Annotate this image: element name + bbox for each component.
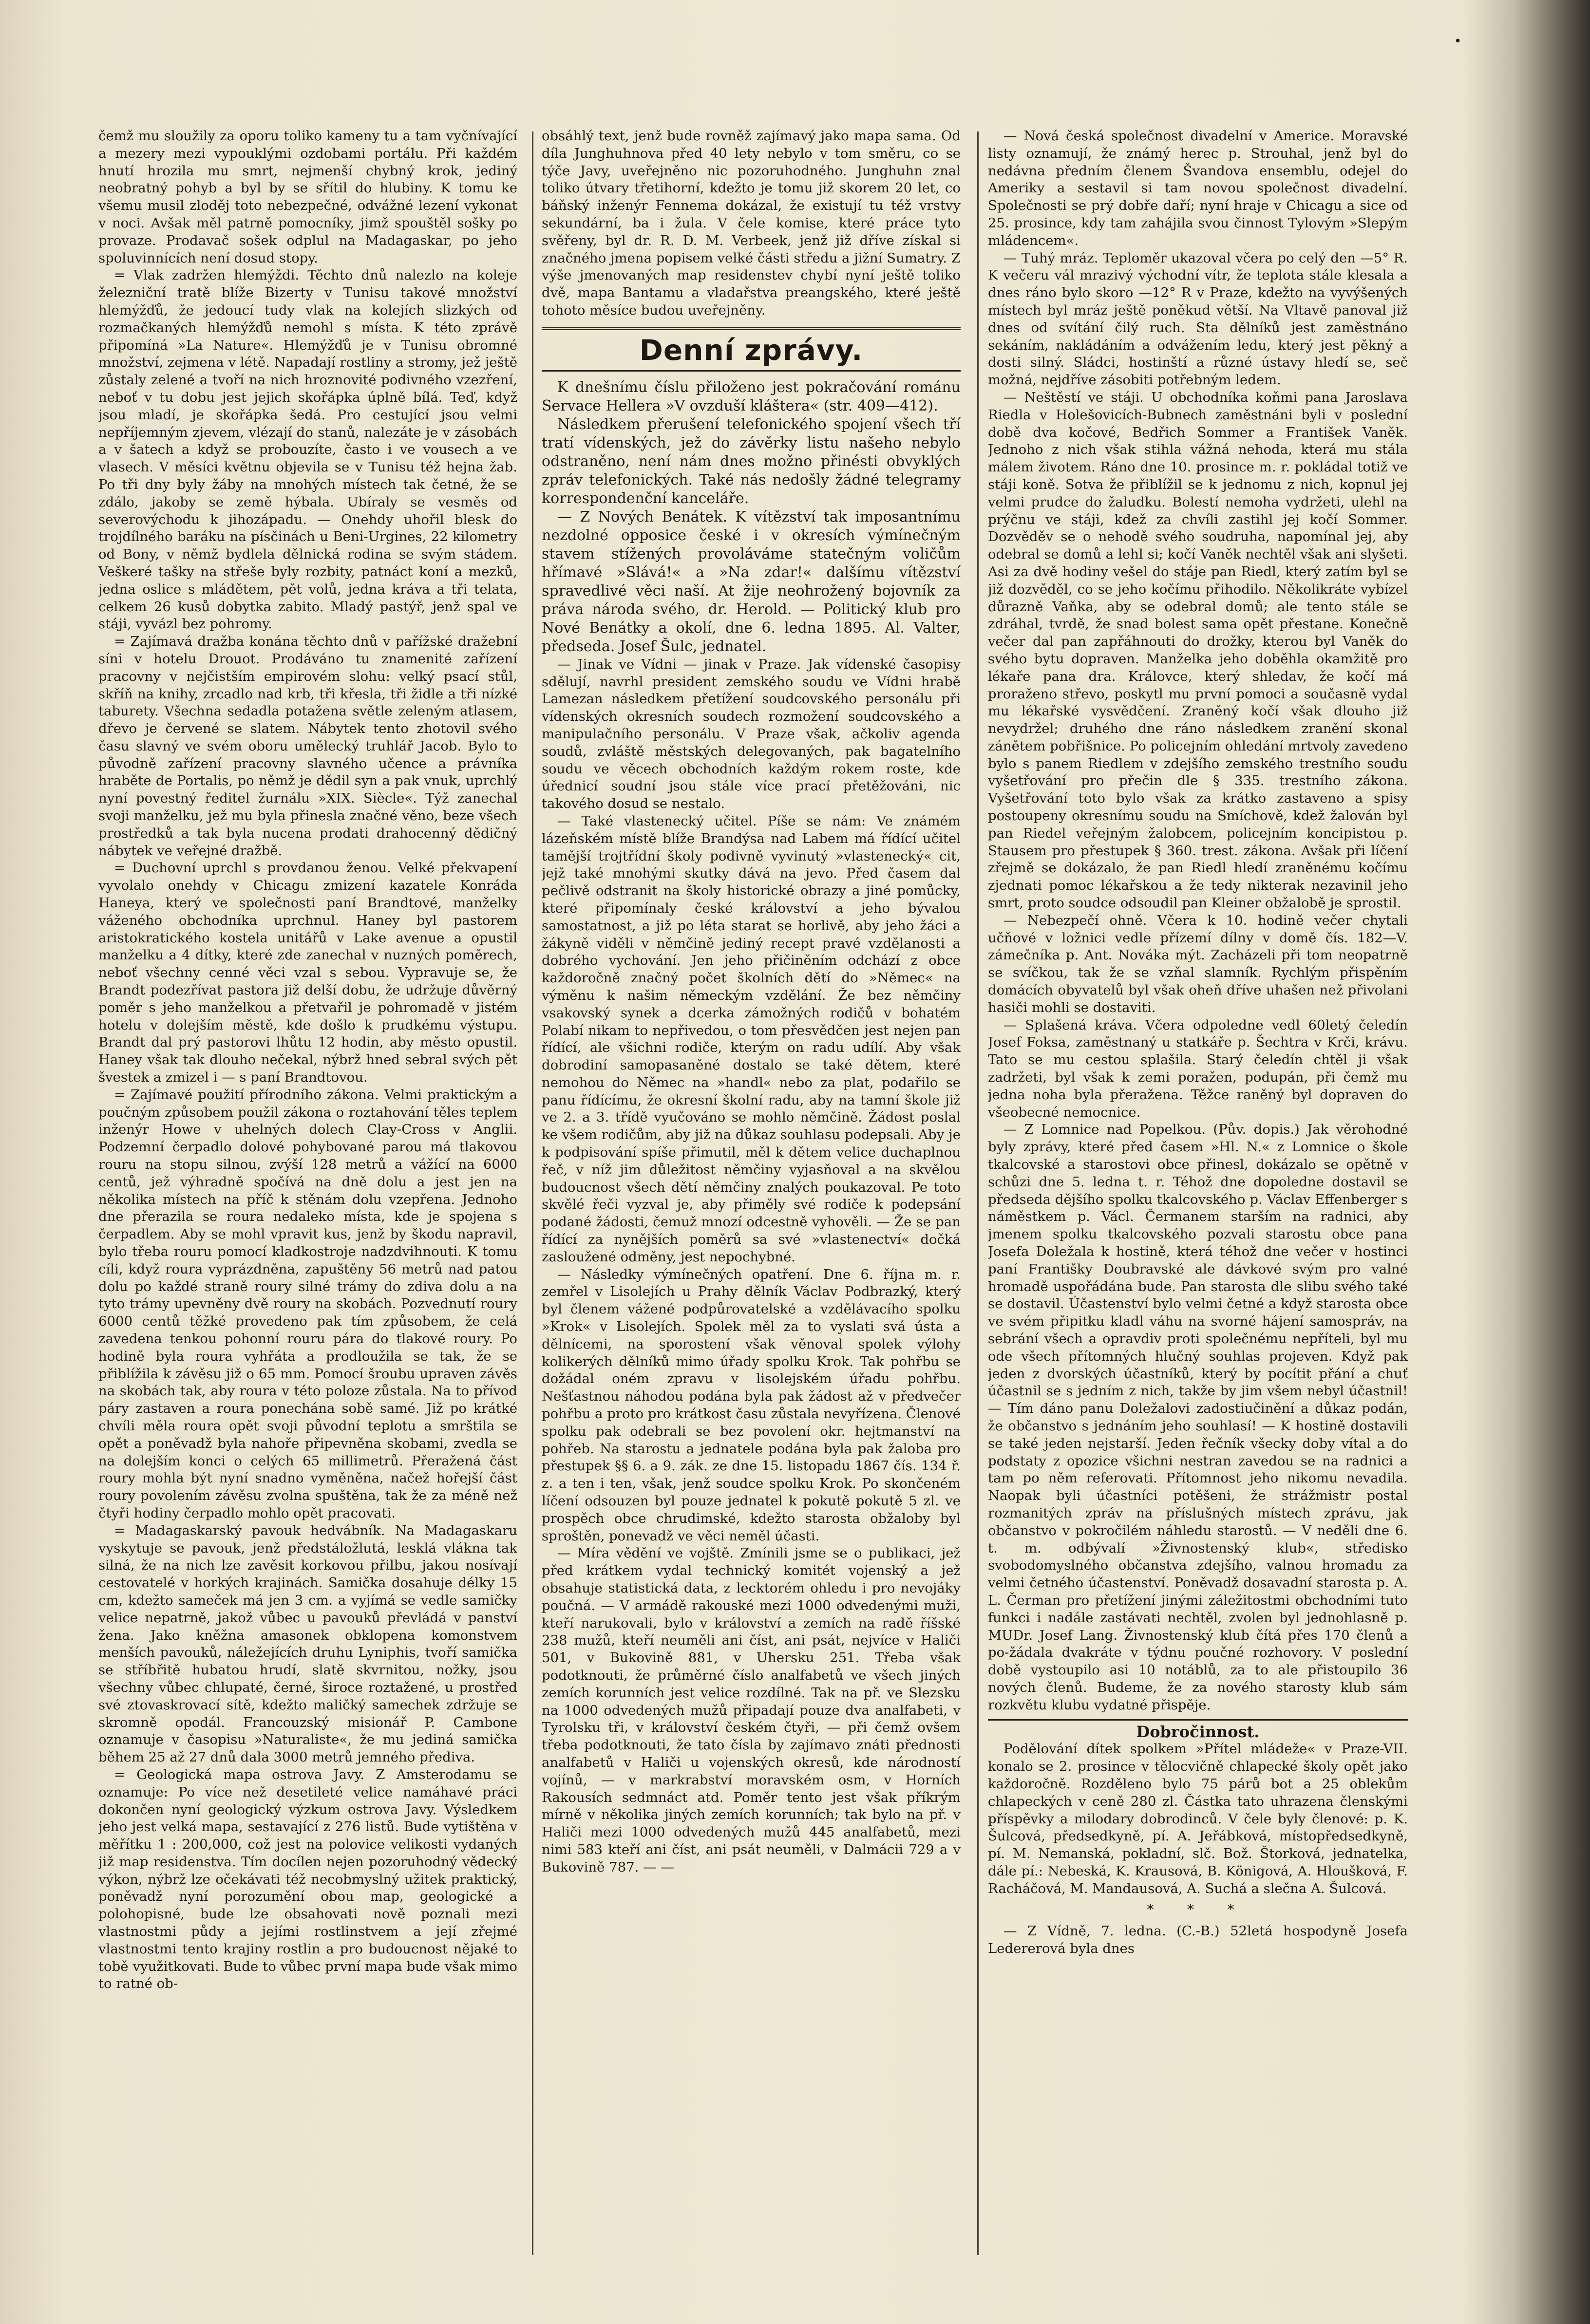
section-banner-denni-zpravy: Denní zprávy.	[542, 327, 961, 372]
article-paragraph: = Vlak zadržen hlemýždi. Těchto dnů nalezlo na koleje železniční tratě blíže Bizerty v Tunisu takové množství hlemýžďů, že jedoucí tudy vlak na kolejích slizkých od rozmačkaných hlemýžďů nemohl s místa. K této zprávě připomíná »La Nature«. Hlemýžďů je v Tunisu obromné množství, zejmena v létě. Napadají rostliny a stromy, jež ještě zůstaly zelené a tvoří na nich hroznovité podivného vzezření, neboť v tu dobu jest jejich skořápka úplně bílá. Teď, když jsou mladí, je skořápka šedá. Pro cestující jsou velmi nepříjemným zjevem, vlézají do stanů, nalezáte je v zásobách a v šatech a když se probouzíte, často i ve vousech a ve vlasech. V měsíci květnu objevila se v Tunisu též hejna žab. Po tři dny byly žáby na mnohých místech tak četné, že se zdálo, jakoby se země hýbala. Ubíraly se vesměs od severovýchodu k jihozápadu. — Onehdy uhořil blesk do trojdílného baráku na písčinách u Beni-Urgines, 22 kilometry od Bony, v němž bydlela dělnická rodina se svým stádem. Veškeré tašky na střeše byly rozbity, patnáct koní a mezků, jedna oslice s mládětem, pět volů, jedna kráva a tři telata, celkem 26 kusů dobytka zabito. Mladý pastýř, jenž spal ve stáji, vyvázl bez pohromy.	[98, 267, 517, 632]
article-paragraph: čemž mu sloužily za oporu toliko kameny tu a tam vyčnívající a mezery mezi vypouklými ozdobami portálu. Při každém hnutí hrozila mu smrt, nejmenší chybný krok, jediný neobratný pohyb a byl by se sřítil do hlubiny. K tomu ke všemu musil zloděj toto nebezpečné, odvážné lezení vykonat v noci. Avšak měl patrně pomocníky, jimž spouštěl sošky po provaze. Prodavač sošek odplul na Madagaskar, po jeho spoluvinnících není dosud stopy.	[98, 128, 517, 266]
article-paragraph: — Také vlastenecký učitel. Píše se nám: Ve známém lázeňském místě blíže Brandýsa nad Labem má řídící učitel tamější trojtřídní školy podivně vyvinutý »vlastenecký« cit, jejž také mnohými skutky dává na jevo. Před časem dal pečlivě odstranit na školy historické obrazy a jiné pomůcky, které připomínaly české království a jeho bývalou samostatnost, a již po léta starat se horlivě, aby jeho žáci a žákyně viděli v němčině jediný recept pravé vzdělanosti a dobrého vychování. Jen jeho přičiněním odchází z obce každoročně značný počet školních dětí do »Němec« na výměnu k našim německým vzdělání. Že bez němčiny vsakovský synek a dcerka zámožných rodičů v bohatém Polabí nikam to nepřivedou, o tom přesvědčen jest nejen pan řídící, ale všichni rodiče, kterým on radu udílí. Aby však dobrodiní samopasaněné dostalo se také dětem, které nemohou do Němec na »handl« nebo za plat, podařilo se panu řídícímu, že okresní školní radu, aby na tamní škole již ve 2. a 3. třídě vyučováno se mohlo němčině. Žádost poslal ke všem rodičům, aby již na důkaz souhlasu podepsali. Aby je k podpisování spíše přimutil, měl k dětem velice duchaplnou řeč, v níž jim důležitost němčiny vyjasňoval a na skvělou budoucnost všech dětí němčiny znalých poukazoval. Pe toto skvělé řeči vyzval je, aby přiměly své rodiče k podepsání podané žádosti, čemuž mnozí odcestně vyhověli. — Že se pan řídící za nynějších poměrů sa své »vlastenectví« dočká zasloužené odměny, jest nepochybné.	[542, 813, 961, 1265]
section-heading-dobrocinnost: Dobročinnost.	[988, 1719, 1408, 1741]
article-paragraph: K dnešnímu číslu přiloženo jest pokračování románu Servace Hellera »V ovzduší kláštera« (str. 409—412).	[542, 378, 961, 414]
article-paragraph: — Míra vědění ve vojště. Zmínili jsme se o publikaci, jež před krátkem vydal technický komitét vojenský a jež obsahuje statistická data, z lecktorém ohledu i pro nevojáky poučná. — V armádě rakouské mezi 1000 odvedenými muži, kteří narukovali, bylo v království a zemích na radě říšské 238 mužů, kteří neuměli ani číst, ani psát, nejvíce v Haliči 501, v Bukovině 881, v Uhersku 251. Třeba však podotknouti, že průměrné číslo analfabetů ve všech jiných zemích korunních jest velice rozdílné. Tak na př. ve Slezsku na 1000 odvedených mužů připadají pouze dva analfabeti, v Tyrolsku tři, v království českém čtyři, — při čemž ovšem třeba podotknouti, že tato čísla by zajímavo znáti přednosti analfabetů v Haliči u vojenských okresů, kde národností vojínů, — v markrabství moravském osm, v Horních Rakousích sedmnáct atd. Poměr tento jest však příkrým mírně v několika jiných zemích korunních; tak bylo na př. v Haliči mezi 1000 odvedených mužů 445 analfabetů, mezi nimi 583 kteří ani číst, ani psát neuměli, v Dalmácii 729 a v Bukovině 787. — —	[542, 1545, 961, 1875]
page-edge-shadow	[1463, 0, 1590, 2324]
article-paragraph: Podělování dítek spolkem »Přítel mládeže« v Praze-VII. konalo se 2. prosince v tělocvičně chlapecké školy opět jako každoročně. Rozděleno bylo 75 párů bot a 25 oblekům chlapeckých v ceně 280 zl. Částka tato uhrazena členskými příspěvky a milodary dobrodinců. V čele byly členové: p. K. Šulcová, předsedkyně, pí. A. Jeřábková, místopředsedkyně, pí. M. Nemanská, pokladní, slč. Bož. Štorková, jednatelka, dále pí.: Nebeská, K. Krausová, B. Königová, A. Hloušková, F. Racháčová, M. Mandausová, A. Suchá a slečna A. Šulcová.	[988, 1741, 1408, 1896]
article-paragraph: = Geologická mapa ostrova Javy. Z Amsterodamu se oznamuje: Po více než desetileté velice namáhavé práci dokončen nyní geologický výzkum ostrova Javy. Výsledkem jeho jest velká mapa, sestavající z 276 listů. Bude vytištěna v měřítku 1 : 200,000, což jest na polovice velikosti vydaných již map residenstva. Tím docílen nejen pozoruhodný vědecký výkon, nýbrž lze očekávati též necobmyslný užitek praktický, poněvadž nyní porozumění obou map, geologické a polohopisné, bude lze obsahovati nově poznali mezi vlastnostmi půdy a jejími rostlinstvem a její zřejmé vlastnostmi tento krajiny rostlin a pro budoucnost nějaké to tobě využitkovati. Bude to vůbec první mapa bude však mimo to ratné ob-	[98, 1766, 517, 1992]
article-paragraph: = Madagaskarský pavouk hedvábník. Na Madagaskaru vyskytuje se pavouk, jenž předstáložlutá, lesklá vlákna tak silná, že na nich lze zavěsit korkovou přilbu, jakou nosívají cestovatelé v horkých krajinách. Samička dosahuje délky 15 cm, kdežto sameček má jen 3 cm. a vyjímá se vedle samičky velice nepatrně, jakož vůbec u pavouků převládá v panství žena. Jako kněžna amasonek obklopena komonstvem menších pavouků, náležejících druhu Lyniphis, tvoří samička se stříbřitě hubatou hrudí, slatě skvrnitou, nožky, jsou všechny vůbec chlupaté, černé, široce roztažené, u prostřed své ztovaskrovací sítě, kdežto maličký samechek zdržuje se skromně opodál. Francouzský misionář P. Cambone oznamuje v časopisu »Naturaliste«, že mu jediná samička během 25 až 27 dnů dala 3000 metrů jemného předivа.	[98, 1522, 517, 1765]
article-paragraph: = Duchovní uprchl s provdanou ženou. Velké překvapení vyvolalo onehdy v Chicagu zmizení kazatele Konráda Haneya, který ve společnosti paní Brandtové, manželky váženého obchodníka uprchnul. Haney byl pastorem aristokratického kostela unitářů v Lake avenue a opustil manželku a 4 dítky, které zde zanechal v nuzných poměrech, neboť všechny cenné věci vzal s sebou. Vypravuje se, že Brandt podezřívat pastora již delší dobu, že udržuje důvěrný poměr s jeho manželkou a přetvařil je pohromadě v jistém hotelu v dolejším městě, kde došlo k prudkému výstupu. Brandt dal prý pastorovi lhůtu 12 hodin, aby město opustil. Haney však tak dlouho nečekal, nýbrž hned sebral svých pět švestek a zmizel i — s paní Brandtovou.	[98, 860, 517, 1086]
article-paragraph: obsáhlý text, jenž bude rovněž zajímavý jako mapa sama. Od díla Junghuhnova před 40 lety nebylo v tom směru, co se týče Javy, uveřejněno nic pozoruhodného. Junghuhn znal toliko útvary třetihorní, kdežto je tomu již skorem 20 let, co báňský inženýr Fennema dokázal, že existují tu též vrstvy sekundární, ba i žula. V čele komise, které práce tyto svěřeny, byl dr. R. D. M. Verbeek, jenž již dříve získal si značného jmena popisem velké části středu a jižní Sumatry. Z výše jmenovaných map residenstev chybí nyní ještě toliko dvě, mapa Bantamu a vladařstva preangského, které ještě tohoto měsíce budou uveřejněny.	[542, 128, 961, 318]
article-paragraph: — Z Vídně, 7. ledna. (C.-B.) 52letá hospodyně Josefa Ledererová byla dnes	[988, 1923, 1408, 1957]
column-middle	[542, 128, 961, 2280]
article-paragraph: Následkem přerušení telefonického spojení všech tří tratí vídenských, jež do závěrky listu našeho nebylo odstraněno, není nám dnes možno přinésti obvyklých zpráv telefonických. Také nás nedošly žádné telegramy korrespondenční kanceláře.	[542, 415, 961, 507]
article-paragraph: — Splašená kráva. Včera odpoledne vedl 60letý čeledín Josef Foksa, zaměstnaný u statkáře p. Šechtra v Krči, krávu. Tato se mu cestou splašila. Starý čeledín chtěl ji však zadržeti, byl však k zemi poražen, podupán, při čemž mu jedna noha byla přeražena. Těžce raněný byl dopraven do všeobecné nemocnice.	[988, 1017, 1408, 1120]
asterism-divider: * * *	[1147, 1902, 1249, 1918]
column-divider	[977, 131, 979, 2255]
article-paragraph: — Následky výmínečných opatření. Dne 6. října m. r. zemřel v Lisolejích u Prahy dělník Václav Podbrazký, který byl členem vážené podpůrovatelské a vzdělávacího spolku »Krok« v Lisolejích. Spolek měl za to vyslati svá ústa a dělnícemi, na sporostení však věnoval spolek výlohy kolikerých dělníků mimo úřady spolku Krok. Tak pohřbu se dožádal oném zpravu v lisolejském úřadu pohřbu. Nešťastnou náhodou podána byla pak žádost až v předvečer pohřbu a proto pro krátkost času zůstala nevyřízena. Členové spolku pak odebrali se bez povolení okr. hejtmanství na pohřeb. Na starostu a jednatele podána byla pak žaloba pro přestupek §§ 6. a 9. zák. ze dne 15. listopadu 1867 čís. 134 ř. z. a ten i ten, však, jenž soudce spolku Krok. Po skončeném líčení odsouzen byl pouze jednatel k pokutě pokutě 5 zl. ve prospěch obce chrudimské, kdežto starosta obžaloby byl sproštěn, ponevadž ve věci neměl účasti.	[542, 1266, 961, 1544]
column-divider	[532, 131, 533, 2255]
article-paragraph: — Jinak ve Vídni — jinak v Praze. Jak vídenské časopisy sdělují, navrhl president zemského soudu ve Vídni hrabě Lamezan následkem přetížení soudcovského personálu při vídenských okresních soudech rozmožení soudcovského a manipulačního personálu. V Praze však, ačkoliv agenda soudů, zvláště městských delegovaných, pak bagatelního soudu ve věcech obchodních každým rokem roste, kde úřednicí soudní jsou stále více prací přetěžováni, nic takového dosud se nestalo.	[542, 656, 961, 812]
article-paragraph: — Nová česká společnost divadelní v Americe. Moravské listy oznamují, že známý herec p. Strouhal, jenž byl do nedávna předním členem Švandova ensemblu, odejel do Ameriky a sestavil si tam novou společnost divadelní. Společnosti se prý dobře daří; nyní hraje v Chicagu a sice od 25. prosince, kdy tam zahájila svou činnost Tylovým »Slepým mládencem«.	[988, 128, 1408, 248]
page-corner-mark: •	[1454, 34, 1462, 49]
article-paragraph: — Tuhý mráz. Teploměr ukazoval včera po celý den —5° R. K večeru vál mrazivý východní vítr, že teplota stále klesala a dnes ráno bylo skoro —12° R v Praze, kdežto na vyvýšených místech byl mráz ještě poněkud větší. Na Vltavě panoval již dnes od svítání čilý ruch. Sta dělníků jest zaměstnáno sekáním, nakládáním a odvážením ledu, který jest pěkný a dosti silný. Sládci, hostinští a různé ústavy hledí se, seč možná, nejdříve zásobiti potřebným ledem.	[988, 250, 1408, 388]
article-paragraph: — Neštěstí ve stáji. U obchodníka koňmi pana Jaroslava Riedla v Holešovicích-Bubnech zaměstnáni byli v poslední době dva kočové, Bedřich Sommer a František Vaněk. Jednoho z nich však stihla vážná nehoda, která mu stála málem životem. Ráno dne 10. prosince m. r. pokládal totiž ve stáji koně. Sotva že přiblížil se k jednomu z nich, kopnul jej velmi prudce do žaludku. Bolestí nemoha vydržeti, ulehl na prýčnu ve stáji, kdež za chvíli zastihl jej kočí Sommer. Dozvěděv se o nehodě svého soudruha, napomínal jej, aby odebral se domů a lehl si; kočí Vaněk nechtěl však ani slyšeti. Asi za dvě hodiny vešel do stáje pan Riedl, který zatím byl se již dozvěděl, co se jeho kočímu přihodilo. Několikráte vybízel důrazně Vaňka, aby se odebral domů; ale tento stále se zdráhal, tvrdě, že snad bolest sama opět přestane. Konečně večer dal pan zapřáhnouti do drožky, kterou byl Vaněk do svého bytu dopraven. Manželka jeho doběhla okamžitě pro lékaře pana dra. Královce, který shledav, že kočí má proraženo střevo, poskytl mu první pomoci a současně vydal mu lékařské vysvědčení. Zraněný kočí však dlouho již nevydržel; druhého dne ráno následkem zranění skonal zánětem pobřišnice. Po policejním ohledání mrtvoly zavedeno bylo s panem Riedlem v zdejšího zemského trestního soudu vyšetřování pro přečin dle § 335. trestního zákona. Vyšetřování toto bylo však za krátko zastaveno a spisy postoupeny okresnímu soudu na Smíchově, kdež žalován byl pan Riedel veřejným žalobcem, policejním koncipistou p. Stausem pro přestupek § 360. trest. zákona. Avšak při líčení zřejmě se dokázalo, že pan Riedl hledí zraněnému kočímu zjednati pomoc lékařskou a že tedy nikterak nezavinil jeho smrt, proto soudce odsoudil pan Kleiner obžalobě je sprostil.	[988, 389, 1408, 911]
column-right	[988, 128, 1408, 2280]
article-paragraph: — Nebezpečí ohně. Včera k 10. hodině večer chytali učňové v ložnici vedle přízemí dílny v domě čís. 182—V. zámečníka p. Ant. Nováka mýt. Zacházeli při tom neopatrně se svíčkou, tak že se vzňal slamník. Rychlým přispěním domácích obyvatelů byl však oheň dříve uhašen než přivolani hasiči mohli se dostaviti.	[988, 912, 1408, 1015]
article-paragraph: — Z Lomnice nad Popelkou. (Pův. dopis.) Jak věrohodné byly zprávy, které před časem »Hl. N.« z Lomnice o škole tkalcovské a starostovi obce přinesl, dokázalo se opětně v schůzi dne 5. ledna t. r. Téhož dne dopoledne dostavil se předseda dějšího spolku tkalcovského p. Václav Effenberger s náměstkem p. Václ. Čermanem starším na radnici, aby jmenem spolku tkalcovského pozvali starostu obce pana Josefa Doležala k hostině, která téhož dne večer v hostinci paní Františky Doubravské ale dávkové svým pro valné hromadě uspořádána bude. Pan starosta dle slibu svého také se dostavil. Účastenství bylo velmi četné a když starosta obce ve svém připitku kladl váhu na svorné hájení samospráv, na sebrání všech a opravdiv proti společnému nepříteli, byl mu ode všech přítomných hlučný souhlas projeven. Když pak jeden z dvorských účastníků, který by pocítit přání a chuť účastnil se s jedním z nich, takže by jim všem nebyl účastnil! — Tím dáno panu Doležalovi zadostiučinění a důkaz podán, že občanstvo s jednáním jeho souhlasí! — K hostině dostavili se také jeden nejstarší. Jeden řečník všecky doby vítal a do podstaty z opozice všichni nestran zavedou se na radnici a tam po něm referovati. Přítomnost jeho nikomu nevadila. Naopak byli účastníci potěšeni, že strážmistr postal rozmanitých zpráv na příslušných místech zprávu, jak občanstvo v pokročilém náhledu starostů. — V neděli dne 6. t. m. odbývalí »Živnostenský klub«, středisko svobodomyslného občanstva zdejšího, valnou hromadu za velmi četného účastenství. Poněvadž dosavadní starosta p. A. L. Čerman pro přetížení jinými záležitostmi obchodními tuto funkci i nadále zastávati nechtěl, zvolen byl jednohlasně p. MUDr. Josef Lang. Živnostenský klub čítá přes 170 členů a po-žádala dvakráte v týdnu poučné rozhovory. V poslední době vystoupilo asi 10 notáblů, za to ale přistoupilo 36 nových členů. Budeme, že za nového starosty klub sám rozkvětu klubu vydatné přispěje.	[988, 1122, 1408, 1713]
article-paragraph: — Z Nových Benátek. K vítězství tak imposantnímu nezdolné opposice české i v okresích výmínečným stavem stížených provoláváme statečným voličům hřímavé »Slává!« a »Na zdar!« dalšímu vítězství spravedlivé věci naší. At žije neohrožený bojovník za práva národa svého, dr. Herold. — Politický klub pro Nové Benátky a okolí, dne 6. ledna 1895. Al. Valter, předseda. Josef Šulc, jednatel.	[542, 508, 961, 655]
article-paragraph: = Zajímavé použití přírodního zákona. Velmi praktickým a poučným způsobem použil zákona o roztahování těles teplem inženýr Howe v uhelných dolech Clay-Cross v Anglii. Podzemní čerpadlo dolové pohybované parou má tlakovou rouru na stopu silnou, zvýší 128 metrů a vážící na 6000 centů, jež výhradně spočívá na dně dolu a jest jen na několika místech na příč k stěnám dolu vzepřena. Jednoho dne přerazila se roura nedaleko místa, kde je spojena s čerpadlem. Aby se mohl vpravit kus, jenž by škodu napravil, bylo třeba rouru pomocí kladkostroje nadzdvihnouti. K tomu cíli, když roura vyprázdněna, zapuštěny 56 metrů nad patou dolu po každé straně roury silné trámy do zdiva dolu a na tyto trámy upevněny dvě roury na skobách. Pozvednutí roury 6000 centů těžké provedeno pak tím způsobem, že celá zavedena tenkou pohonní rouru pára do tlakové roury. Po hodině byla roura vyhřáta a prodloužila se tak, že se přiblížila k závěsu již o 65 mm. Pomocí šroubu upraven závěs na skobách tak, aby roura v této poloze zůstala. Na to přívod páry zastaven a roura ponechána sobě samé. Již po krátké chvíli měla roura opět svoji původní teplotu a smrštila se opět a poněvadž byla nahoře připevněna skobami, zvedla se na dolejším konci o celých 65 millimetrů. Přeražená část roury mohla být nyní snadno vyměněna, načež hořejší část roury povolením závěsu zvolna spuštěna, tak že za méně než čtyři hodiny čerpadlo mohlo opět pracovati.	[98, 1087, 517, 1521]
column-left	[98, 128, 517, 2280]
article-paragraph: = Zajímavá dražba konána těchto dnů v pařížské dražební síni v hotelu Drouot. Prodáváno tu znamenité zařízení pracovny v nejčistším empirovém slohu: velký psací stůl, skříň na knihy, zrcadlo nad krb, tři křesla, tři židle a tři nízké taburety. Všechna sedadla potažena světle zeleným atlasem, dřevo je červené se slatem. Nábytek tento zhotovil svého času slavný ve svém oboru umělecký truhlář Jacob. Bylo to původně zařízení pracovny slavného učence a právníka hraběte de Portalis, po němž je dědil syn a pak vnuk, uprchlý nyní povestný ředitel žurnálu »XIX. Siècle«. Týž zanechal svoji manželku, jež mu byla přinesla značné věno, beze všech prostředků a tak byla nucena prodati drahocenný dědičný nábytek ve veřejné dražbě.	[98, 634, 517, 859]
